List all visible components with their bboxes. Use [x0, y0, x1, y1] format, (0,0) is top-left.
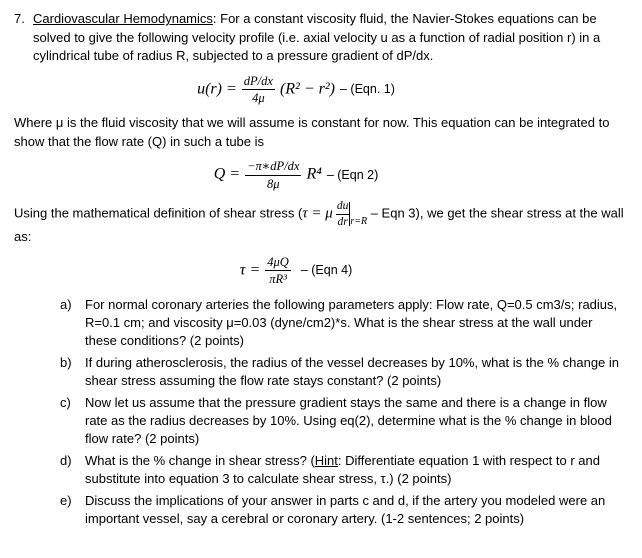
list-item-a: [60, 296, 626, 350]
problem-number: 7.: [14, 11, 25, 26]
eq3-numerator: du: [336, 200, 350, 215]
item-d-post: : Differentiate equation 1 with respect to r and substitute into equation 3 to calculate shear stress, τ.) (2 points): [85, 452, 600, 486]
question-list: [60, 296, 626, 528]
equation-1: [14, 74, 578, 106]
problem-statement: [14, 10, 626, 66]
item-letter: c): [60, 394, 71, 410]
item-text: [85, 452, 626, 488]
list-item-d: [60, 452, 626, 488]
eq4-numerator: 4μQ: [265, 255, 291, 271]
eq1-lhs: u(r) =: [197, 80, 237, 98]
eq2-denominator: 8μ: [267, 176, 280, 191]
heading-colon: :: [212, 11, 221, 26]
eq1-fraction: [242, 74, 275, 106]
list-item-b: [60, 354, 626, 390]
eq3-subscript: r=R: [350, 215, 368, 227]
item-letter: a): [60, 296, 72, 312]
eq4-label: – (Eqn 4): [300, 263, 353, 278]
item-letter: d): [60, 452, 72, 468]
item-d-pre: What is the % change in shear stress? (: [85, 452, 315, 468]
shear-definition-paragraph: [14, 200, 626, 247]
equation-2: [14, 159, 578, 191]
list-item-c: [60, 394, 626, 448]
eq4-denominator: πR³: [269, 272, 287, 287]
eq4-fraction: [265, 255, 291, 287]
eq2-rhs: R⁴: [306, 165, 322, 183]
eq3-label: – Eqn 3: [367, 205, 416, 221]
eq2-fraction: [245, 159, 301, 191]
problem-intro-paragraph: [33, 10, 626, 66]
shear-text-after: ), we get the shear stress at the wall as:: [14, 205, 624, 245]
problem-intro-text: For a constant viscosity fluid, the Navier-Stokes equations can be solved to give the following velocity profile (i.e. axial velocity u as a function of radial position r) in a cylindrical tube of radius R, subjected to a pressure gradient of dP/dx.: [33, 11, 601, 63]
eq1-label: – (Eqn. 1): [340, 82, 395, 97]
eq1-denominator: 4μ: [252, 90, 265, 105]
hint-label: Hint: [314, 452, 338, 468]
eq2-lhs: Q =: [213, 165, 241, 183]
eq2-label: – (Eqn 2): [326, 167, 379, 182]
equation-4: [14, 255, 578, 287]
item-letter: b): [60, 354, 72, 370]
item-text: Now let us assume that the pressure gradient stays the same and there is a change in flow rate as the radius decreases by 10%. Using eq(2), determine what is the % change in blood flow rate? (2 points): [85, 394, 612, 446]
item-text: If during atherosclerosis, the radius of the vessel decreases by 10%, what is the % change in shear stress assuming the flow rate stays constant? (2 points): [85, 354, 620, 388]
shear-text-before: Using the mathematical definition of shear stress (: [14, 205, 303, 221]
item-text: For normal coronary arteries the following parameters apply: Flow rate, Q=0.5 cm3/s; radius, R=0.1 cm; and viscosity μ=0.03 (dyne/cm2)*s. What is the shear stress at the wall under these conditions? (2 points): [85, 296, 618, 348]
list-item-e: [60, 492, 626, 528]
viscosity-paragraph: Where μ is the fluid viscosity that we will assume is constant for now. This equation can be integrated to show that the flow rate (Q) in such a tube is: [14, 115, 610, 149]
eq3-denominator: dr: [337, 215, 348, 228]
eq3-lhs: τ = μ: [302, 205, 333, 222]
eq2-numerator: −π∗dP/dx: [245, 159, 301, 175]
eq4-lhs: τ =: [239, 261, 261, 279]
problem-heading: Cardiovascular Hemodynamics: [33, 11, 213, 26]
eq1-rhs: (R² − r²): [279, 80, 335, 98]
item-letter: e): [60, 492, 72, 508]
eq1-numerator: dP/dx: [242, 74, 275, 90]
item-text: Discuss the implications of your answer in parts c and d, if the artery you modeled were an important vessel, say a cerebral or coronary artery. (1-2 sentences; 2 points): [85, 492, 606, 526]
eq3-fraction: [336, 200, 350, 228]
